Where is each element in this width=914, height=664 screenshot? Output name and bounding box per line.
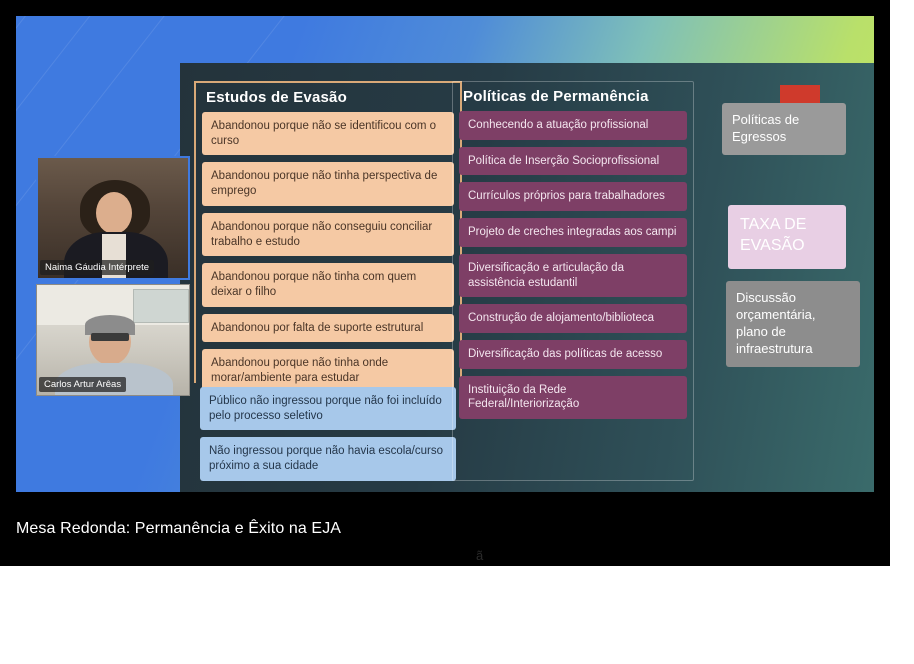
slide-callout-discussao-orcamentaria: Discussão orçamentária, plano de infraestrutura — [726, 281, 860, 367]
slide-card: Abandonou porque não tinha com quem deixar o filho — [202, 263, 454, 306]
slide-column-estudos-de-evasao-extra — [194, 387, 462, 488]
slide-card: Diversificação das políticas de acesso — [459, 340, 687, 369]
slide-red-tab-marker — [780, 85, 820, 103]
partial-glyph: ã — [476, 548, 484, 563]
participant-face — [96, 192, 132, 234]
slide-callout-taxa-de-evasao: TAXA DE EVASÃO — [728, 205, 846, 269]
meeting-title: Mesa Redonda: Permanência e Êxito na EJA — [16, 520, 342, 537]
screen-share-area[interactable] — [16, 16, 874, 492]
participant-name-label: Naima Gáudia Intérprete — [40, 260, 154, 275]
column-title-estudos-de-evasao: Estudos de Evasão — [206, 89, 347, 106]
slide-column-estudos-de-evasao — [194, 81, 462, 383]
participant-tile-carlos-artur-areas[interactable] — [36, 284, 190, 396]
presentation-slide — [180, 63, 874, 492]
slide-card: Abandonou porque não se identificou com o curso — [202, 112, 454, 155]
slide-card: Política de Inserção Socioprofissional — [459, 147, 687, 176]
slide-card: Não ingressou porque não havia escola/curso próximo a sua cidade — [200, 437, 456, 480]
slide-card: Instituição da Rede Federal/Interiorização — [459, 376, 687, 419]
tile-window-frame — [133, 289, 189, 323]
slide-callout-politicas-de-egressos: Políticas de Egressos — [722, 103, 846, 155]
slide-card: Abandonou porque não tinha perspectiva de emprego — [202, 162, 454, 205]
slide-card: Abandonou porque não conseguiu conciliar trabalho e estudo — [202, 213, 454, 256]
participant-glasses — [91, 333, 129, 341]
slide-card: Abandonou por falta de suporte estrutural — [202, 314, 454, 343]
slide-card: Currículos próprios para trabalhadores — [459, 182, 687, 211]
slide-card: Construção de alojamento/biblioteca — [459, 304, 687, 333]
slide-card: Público não ingressou porque não foi incluído pelo processo seletivo — [200, 387, 456, 430]
participant-hair — [85, 315, 135, 335]
participant-name-label: Carlos Artur Arêas — [39, 377, 126, 392]
participant-tile-naima-gaudia[interactable] — [36, 156, 190, 280]
slide-card: Conhecendo a atuação profissional — [459, 111, 687, 140]
slide-card: Diversificação e articulação da assistência estudantil — [459, 254, 687, 297]
slide-card: Abandonou porque não tinha onde morar/ambiente para estudar — [202, 349, 454, 392]
slide-card: Projeto de creches integradas aos campi — [459, 218, 687, 247]
slide-column-politicas-de-permanencia — [452, 81, 694, 481]
column-title-politicas-de-permanencia: Políticas de Permanência — [463, 88, 649, 105]
